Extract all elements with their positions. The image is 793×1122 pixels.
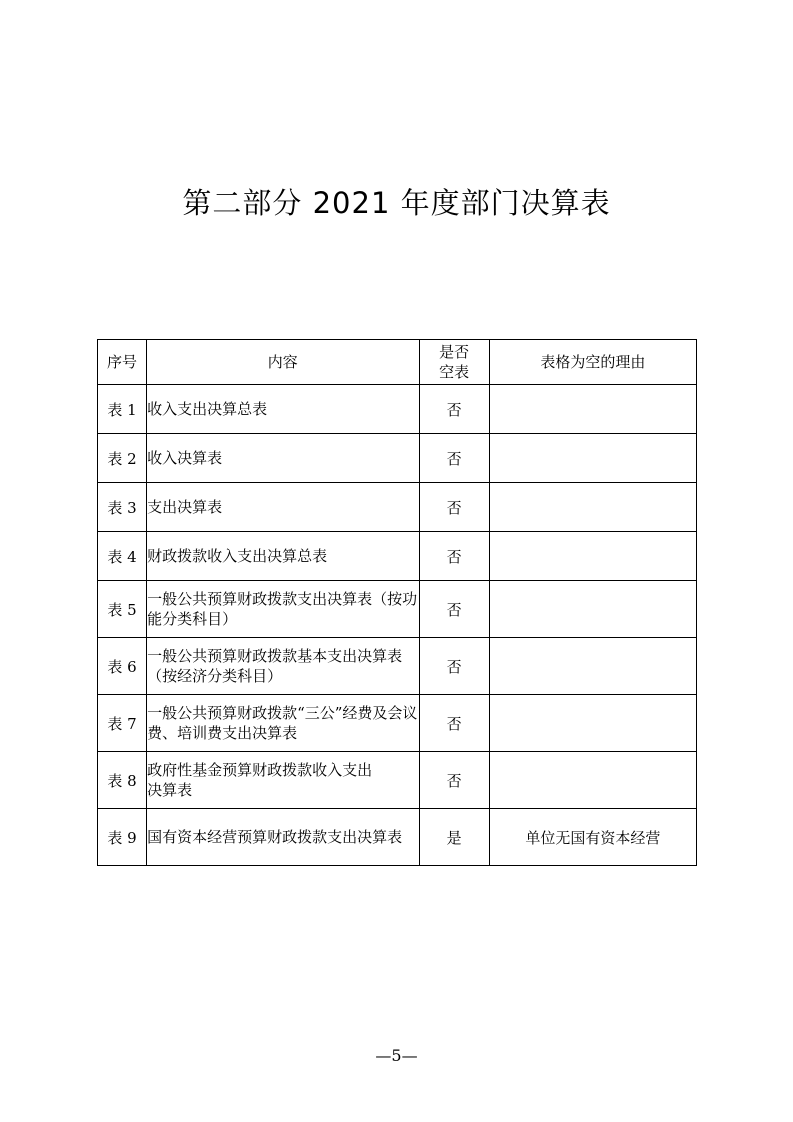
row-content: 收入支出决算总表 (147, 385, 419, 434)
row-seq: 表 1 (98, 385, 147, 434)
header-seq: 序号 (98, 340, 147, 385)
row-is-empty: 是 (419, 809, 489, 866)
row-seq: 表 6 (98, 638, 147, 695)
header-reason: 表格为空的理由 (489, 340, 696, 385)
row-reason (489, 638, 696, 695)
row-is-empty: 否 (419, 483, 489, 532)
row-content: 一般公共预算财政拨款基本支出决算表（按经济分类科目） (147, 638, 419, 695)
page-number: —5— (375, 1046, 418, 1065)
row-seq: 表 3 (98, 483, 147, 532)
table-row (98, 695, 697, 752)
header-is-empty (419, 340, 489, 385)
row-reason (489, 532, 696, 581)
table-row (98, 752, 697, 809)
table-row (98, 483, 697, 532)
table-row (98, 809, 697, 866)
row-is-empty: 否 (419, 385, 489, 434)
row-reason (489, 385, 696, 434)
row-reason (489, 752, 696, 809)
row-is-empty: 否 (419, 638, 489, 695)
page-title: 第二部分 2021 年度部门决算表 (182, 186, 611, 220)
row-reason (489, 483, 696, 532)
row-seq: 表 9 (98, 809, 147, 866)
table-row (98, 638, 697, 695)
row-content (147, 752, 419, 809)
row-content: 收入决算表 (147, 434, 419, 483)
row-is-empty: 否 (419, 695, 489, 752)
row-content-line2: 决算表 (147, 781, 193, 799)
row-content: 财政拨款收入支出决算总表 (147, 532, 419, 581)
row-content-line1: 政府性基金预算财政拨款收入支出 (147, 761, 373, 779)
final-accounts-table (97, 339, 697, 866)
table-row (98, 385, 697, 434)
table-row (98, 532, 697, 581)
row-reason (489, 581, 696, 638)
row-reason (489, 695, 696, 752)
row-is-empty: 否 (419, 532, 489, 581)
header-is-empty-line2: 空表 (439, 363, 470, 381)
row-seq: 表 7 (98, 695, 147, 752)
header-is-empty-line1: 是否 (439, 343, 470, 361)
table-row (98, 434, 697, 483)
row-seq: 表 8 (98, 752, 147, 809)
row-content: 支出决算表 (147, 483, 419, 532)
row-content: 一般公共预算财政拨款支出决算表（按功能分类科目） (147, 581, 419, 638)
header-content: 内容 (147, 340, 419, 385)
table-row (98, 581, 697, 638)
row-is-empty: 否 (419, 752, 489, 809)
row-seq: 表 5 (98, 581, 147, 638)
row-reason (489, 434, 696, 483)
row-is-empty: 否 (419, 434, 489, 483)
table-header-row (98, 340, 697, 385)
row-content: 国有资本经营预算财政拨款支出决算表 (147, 809, 419, 866)
row-seq: 表 2 (98, 434, 147, 483)
row-reason: 单位无国有资本经营 (489, 809, 696, 866)
row-content: 一般公共预算财政拨款“三公”经费及会议费、培训费支出决算表 (147, 695, 419, 752)
row-is-empty: 否 (419, 581, 489, 638)
row-seq: 表 4 (98, 532, 147, 581)
